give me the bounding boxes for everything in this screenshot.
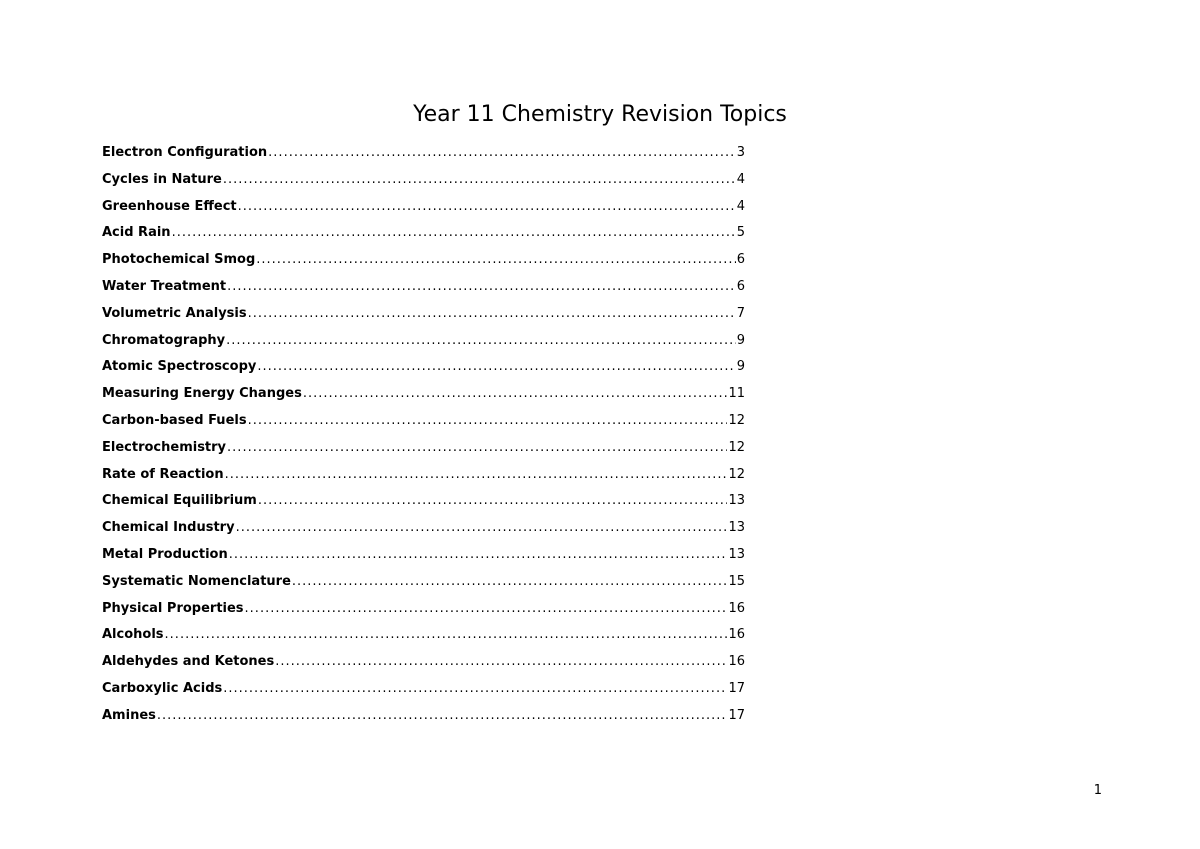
toc-entry[interactable]	[102, 274, 745, 301]
toc-entry-label: Chromatography	[102, 332, 226, 348]
toc-entry-label: Water Treatment	[102, 278, 227, 294]
toc-leader-dots	[225, 462, 728, 489]
toc-leader-dots	[157, 703, 728, 730]
toc-entry-label: Electrochemistry	[102, 439, 227, 455]
toc-entry-page: 16	[728, 654, 745, 670]
toc-entry-label: Systematic Nomenclature	[102, 573, 291, 589]
toc-entry[interactable]	[102, 247, 745, 274]
toc-leader-dots	[258, 488, 728, 515]
toc-leader-dots	[245, 596, 728, 623]
toc-leader-dots	[248, 301, 736, 328]
toc-entry-label: Chemical Industry	[102, 520, 235, 536]
toc-leader-dots	[227, 274, 736, 301]
toc-leader-dots	[229, 542, 728, 569]
toc-leader-dots	[292, 569, 728, 596]
toc-leader-dots	[172, 220, 736, 247]
toc-entry[interactable]	[102, 435, 745, 462]
page-title: Year 11 Chemistry Revision Topics	[413, 102, 787, 127]
toc-entry[interactable]	[102, 703, 745, 730]
toc-entry-page: 9	[736, 332, 745, 348]
toc-entry-label: Cycles in Nature	[102, 171, 222, 187]
table-of-contents	[102, 140, 745, 730]
page-number: 1	[1093, 783, 1102, 798]
toc-entry[interactable]	[102, 462, 745, 489]
toc-entry-label: Carbon-based Fuels	[102, 412, 247, 428]
toc-leader-dots	[238, 194, 736, 221]
toc-leader-dots	[226, 328, 736, 355]
toc-leader-dots	[236, 515, 728, 542]
toc-entry[interactable]	[102, 542, 745, 569]
toc-entry-page: 11	[728, 386, 745, 402]
toc-leader-dots	[165, 622, 728, 649]
toc-entry-page: 5	[736, 225, 745, 241]
toc-entry-label: Greenhouse Effect	[102, 198, 237, 214]
toc-entry-page: 15	[728, 573, 745, 589]
toc-entry-page: 12	[728, 466, 745, 482]
toc-entry-page: 17	[728, 707, 745, 723]
toc-entry-page: 9	[736, 359, 745, 375]
toc-entry-page: 6	[736, 252, 745, 268]
toc-entry-label: Metal Production	[102, 546, 228, 562]
toc-entry-label: Acid Rain	[102, 225, 171, 241]
toc-entry-label: Alcohols	[102, 627, 164, 643]
toc-entry-page: 16	[728, 600, 745, 616]
toc-entry[interactable]	[102, 515, 745, 542]
toc-leader-dots	[268, 140, 736, 167]
toc-entry-label: Photochemical Smog	[102, 252, 256, 268]
toc-leader-dots	[303, 381, 728, 408]
toc-entry[interactable]	[102, 381, 745, 408]
toc-entry[interactable]	[102, 354, 745, 381]
toc-entry-label: Chemical Equilibrium	[102, 493, 257, 509]
toc-leader-dots	[248, 408, 728, 435]
toc-entry[interactable]	[102, 408, 745, 435]
toc-entry-label: Carboxylic Acids	[102, 680, 223, 696]
toc-entry-page: 13	[728, 520, 745, 536]
toc-entry[interactable]	[102, 676, 745, 703]
toc-entry-page: 3	[736, 145, 745, 160]
toc-entry[interactable]	[102, 488, 745, 515]
toc-leader-dots	[227, 435, 727, 462]
toc-leader-dots	[257, 354, 735, 381]
toc-entry[interactable]	[102, 622, 745, 649]
toc-entry-label: Measuring Energy Changes	[102, 386, 302, 402]
toc-entry-page: 6	[736, 278, 745, 294]
toc-entry-label: Volumetric Analysis	[102, 305, 247, 321]
toc-entry-page: 16	[728, 627, 745, 643]
toc-entry-page: 7	[736, 305, 745, 321]
toc-entry-label: Electron Configuration	[102, 145, 268, 160]
toc-entry[interactable]	[102, 569, 745, 596]
toc-entry-page: 13	[728, 546, 745, 562]
toc-entry-page: 4	[736, 171, 745, 187]
toc-leader-dots	[256, 247, 735, 274]
toc-entry-label: Aldehydes and Ketones	[102, 654, 275, 670]
toc-leader-dots	[223, 676, 727, 703]
toc-entry[interactable]	[102, 328, 745, 355]
toc-entry-label: Atomic Spectroscopy	[102, 359, 257, 375]
toc-entry-label: Physical Properties	[102, 600, 244, 616]
toc-leader-dots	[275, 649, 727, 676]
toc-entry-label: Rate of Reaction	[102, 466, 224, 482]
toc-entry[interactable]	[102, 649, 745, 676]
toc-entry-page: 4	[736, 198, 745, 214]
toc-entry[interactable]	[102, 194, 745, 221]
toc-entry[interactable]	[102, 596, 745, 623]
toc-entry[interactable]	[102, 301, 745, 328]
toc-entry-page: 12	[728, 412, 745, 428]
toc-leader-dots	[223, 167, 736, 194]
toc-entry-label: Amines	[102, 707, 156, 723]
toc-entry-page: 13	[728, 493, 745, 509]
toc-entry[interactable]	[102, 167, 745, 194]
toc-entry[interactable]	[102, 140, 745, 167]
toc-entry-page: 17	[728, 680, 745, 696]
toc-entry-page: 12	[728, 439, 745, 455]
toc-entry[interactable]	[102, 220, 745, 247]
